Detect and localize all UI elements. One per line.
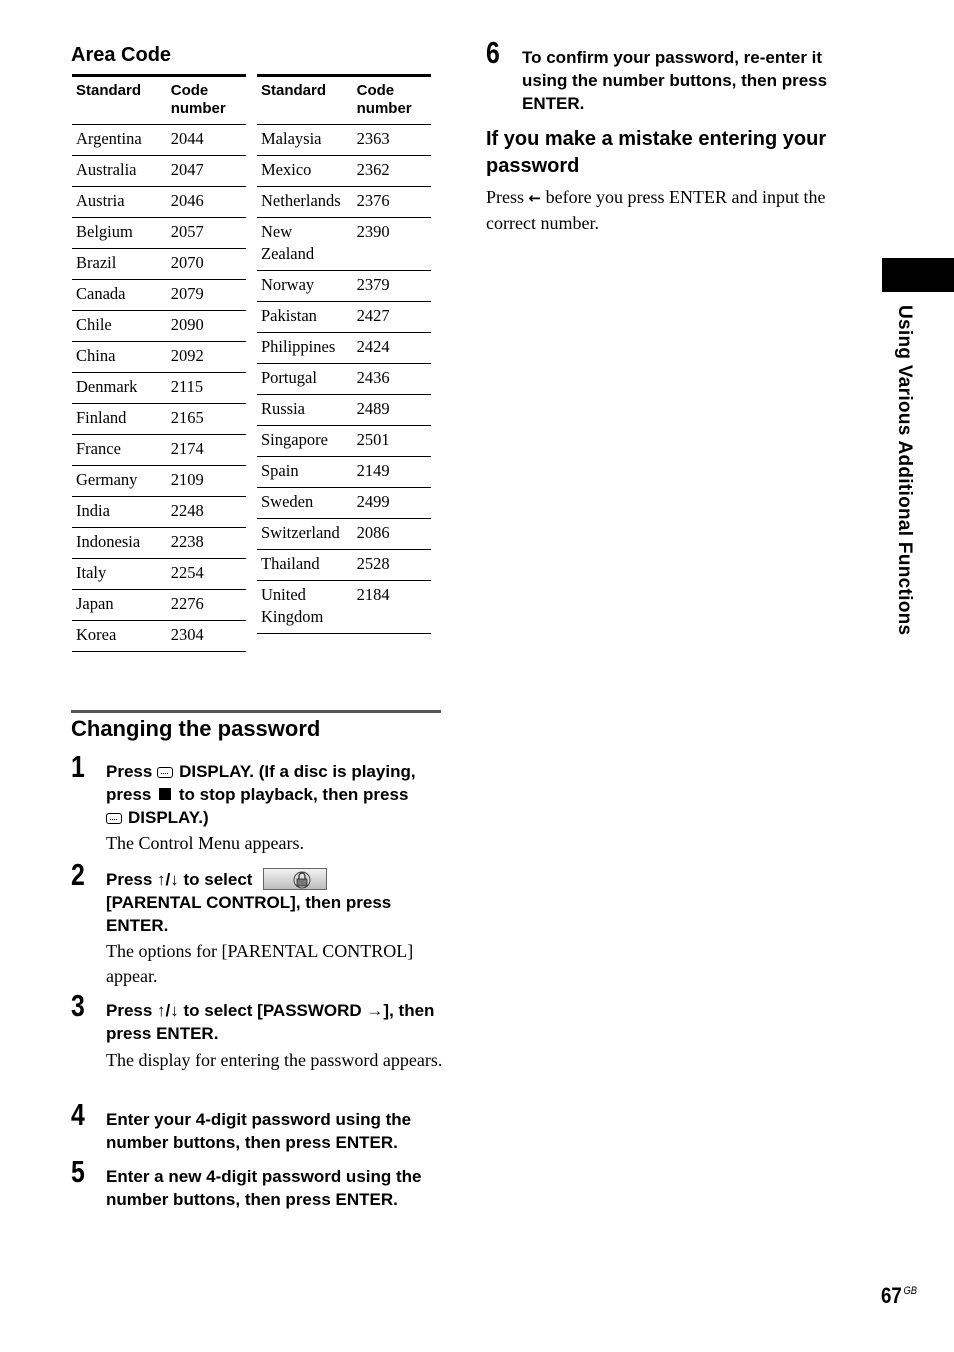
country-cell: Chile	[72, 311, 167, 342]
page-number	[881, 1283, 917, 1309]
code-cell: 2248	[167, 497, 246, 528]
country-cell: Finland	[72, 404, 167, 435]
mistake-text: before you press ENTER and input the correct number.	[486, 187, 826, 233]
step-instruction	[106, 760, 446, 829]
table-row	[72, 280, 246, 311]
country-cell: Sweden	[257, 488, 353, 519]
table-row	[72, 404, 246, 435]
code-cell: 2436	[353, 364, 431, 395]
mistake-text: Press	[486, 187, 525, 207]
code-cell: 2092	[167, 342, 246, 373]
code-cell: 2070	[167, 249, 246, 280]
country-cell: Netherlands	[257, 187, 353, 218]
code-cell: 2379	[353, 271, 431, 302]
country-cell: France	[72, 435, 167, 466]
section-divider	[71, 710, 441, 713]
table-row	[257, 395, 431, 426]
step-result: The options for [PARENTAL CONTROL] appear.	[106, 941, 414, 986]
country-cell: Portugal	[257, 364, 353, 395]
code-cell: 2044	[167, 125, 246, 156]
country-cell: Spain	[257, 457, 353, 488]
code-cell: 2528	[353, 550, 431, 581]
code-cell: 2501	[353, 426, 431, 457]
step-instruction: To confirm your password, re-enter it using the number buttons, then press ENTER.	[522, 48, 828, 113]
code-cell: 2057	[167, 218, 246, 249]
table-row	[72, 559, 246, 590]
display-button-icon	[157, 767, 173, 778]
table-row	[72, 218, 246, 249]
section-tab-marker	[882, 258, 954, 292]
country-cell: Belgium	[72, 218, 167, 249]
code-cell: 2390	[353, 218, 431, 271]
step-text: DISPLAY.)	[128, 808, 209, 827]
country-cell: Australia	[72, 156, 167, 187]
table-row	[72, 373, 246, 404]
section-side-label: Using Various Additional Functions	[894, 305, 915, 636]
country-cell: India	[72, 497, 167, 528]
country-cell: Germany	[72, 466, 167, 497]
return-arrow-icon: ←	[528, 189, 542, 207]
col-code-header: Code number	[353, 76, 431, 125]
page-number-value: 67	[881, 1283, 902, 1308]
code-cell: 2238	[167, 528, 246, 559]
step-text: [PARENTAL CONTROL], then press ENTER.	[106, 893, 392, 935]
table-row	[257, 457, 431, 488]
code-cell: 2079	[167, 280, 246, 311]
step-instruction: Enter your 4-digit password using the number buttons, then press ENTER.	[106, 1110, 412, 1152]
table-row	[72, 590, 246, 621]
code-cell: 2363	[353, 125, 431, 156]
country-cell: Norway	[257, 271, 353, 302]
step-number: 3	[71, 988, 85, 1023]
table-row	[257, 550, 431, 581]
code-cell: 2427	[353, 302, 431, 333]
step-number: 1	[71, 749, 85, 784]
display-button-icon	[106, 813, 122, 824]
table-row	[72, 435, 246, 466]
step-number: 6	[486, 35, 500, 70]
code-cell: 2046	[167, 187, 246, 218]
country-cell: Italy	[72, 559, 167, 590]
table-row	[257, 125, 431, 156]
table-row	[257, 519, 431, 550]
country-cell: Korea	[72, 621, 167, 652]
country-cell: Argentina	[72, 125, 167, 156]
step-instruction: Press ↑/↓ to select [PASSWORD →], then press ENTER.	[106, 1001, 435, 1043]
table-row	[257, 271, 431, 302]
step-text: DISPLAY. (If a disc is playing, press	[106, 762, 416, 804]
stop-icon	[159, 788, 171, 800]
table-row	[72, 342, 246, 373]
col-standard-header: Standard	[257, 76, 353, 125]
code-cell: 2499	[353, 488, 431, 519]
col-standard-header: Standard	[72, 76, 167, 125]
table-row	[72, 249, 246, 280]
country-cell: Canada	[72, 280, 167, 311]
code-cell: 2276	[167, 590, 246, 621]
step-text: Press	[106, 762, 153, 781]
code-cell: 2376	[353, 187, 431, 218]
code-cell: 2115	[167, 373, 246, 404]
area-code-table-left	[72, 74, 246, 652]
step-number: 5	[71, 1154, 85, 1189]
step-number: 4	[71, 1097, 85, 1132]
country-cell: Indonesia	[72, 528, 167, 559]
country-cell: Mexico	[257, 156, 353, 187]
country-cell: Brazil	[72, 249, 167, 280]
table-row	[257, 426, 431, 457]
table-row	[257, 488, 431, 519]
step-result: The Control Menu appears.	[106, 833, 304, 853]
table-row	[72, 497, 246, 528]
code-cell: 2165	[167, 404, 246, 435]
country-cell: Austria	[72, 187, 167, 218]
code-cell: 2109	[167, 466, 246, 497]
table-row	[72, 187, 246, 218]
step-number: 2	[71, 857, 85, 892]
code-cell: 2362	[353, 156, 431, 187]
table-row	[257, 187, 431, 218]
country-cell: Singapore	[257, 426, 353, 457]
table-row	[72, 125, 246, 156]
table-row	[257, 302, 431, 333]
table-row	[72, 621, 246, 652]
country-cell: Denmark	[72, 373, 167, 404]
country-cell: New Zealand	[257, 218, 353, 271]
table-row	[72, 528, 246, 559]
mistake-body	[486, 185, 861, 236]
country-cell: United Kingdom	[257, 581, 353, 634]
code-cell: 2254	[167, 559, 246, 590]
country-cell: China	[72, 342, 167, 373]
country-cell: Philippines	[257, 333, 353, 364]
country-cell: Switzerland	[257, 519, 353, 550]
table-row	[257, 218, 431, 271]
table-row	[257, 156, 431, 187]
code-cell: 2424	[353, 333, 431, 364]
parental-control-lock-icon	[263, 868, 327, 890]
code-cell: 2184	[353, 581, 431, 634]
area-code-heading: Area Code	[71, 44, 172, 66]
code-cell: 2174	[167, 435, 246, 466]
table-row	[257, 581, 431, 634]
step-instruction	[106, 868, 446, 937]
step-result: The display for entering the password appears.	[106, 1050, 443, 1070]
code-cell: 2047	[167, 156, 246, 187]
page-number-suffix: GB	[903, 1285, 918, 1297]
area-code-table-right	[257, 74, 431, 634]
country-cell: Pakistan	[257, 302, 353, 333]
code-cell: 2149	[353, 457, 431, 488]
table-row	[257, 364, 431, 395]
country-cell: Malaysia	[257, 125, 353, 156]
table-row	[72, 466, 246, 497]
step-text: to stop playback, then press	[178, 785, 409, 804]
code-cell: 2489	[353, 395, 431, 426]
country-cell: Thailand	[257, 550, 353, 581]
step-text: Press ↑/↓ to select	[106, 870, 253, 889]
code-cell: 2090	[167, 311, 246, 342]
country-cell: Russia	[257, 395, 353, 426]
code-cell: 2304	[167, 621, 246, 652]
changing-password-heading: Changing the password	[71, 716, 321, 741]
table-row	[72, 311, 246, 342]
col-code-header: Code number	[167, 76, 246, 125]
table-row	[72, 156, 246, 187]
code-cell: 2086	[353, 519, 431, 550]
step-instruction: Enter a new 4-digit password using the number buttons, then press ENTER.	[106, 1167, 422, 1209]
mistake-heading: If you make a mistake entering your password	[486, 128, 827, 177]
country-cell: Japan	[72, 590, 167, 621]
table-row	[257, 333, 431, 364]
